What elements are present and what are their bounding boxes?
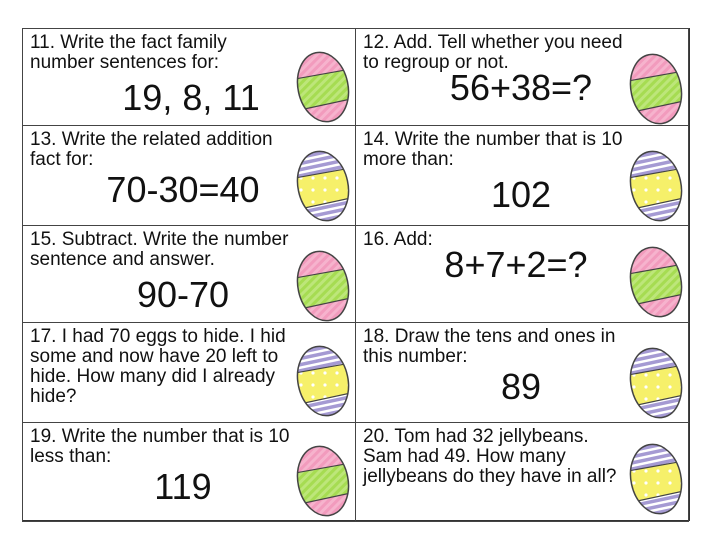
easter-egg-icon (628, 51, 684, 127)
card-prompt-text: Write the fact family number sentences for: (30, 32, 227, 73)
card-problem: 89 (500, 366, 542, 407)
task-card-11 (22, 28, 356, 126)
card-number: 19. (30, 426, 57, 447)
card-number: 14. (363, 129, 390, 150)
card-number: 13. (30, 129, 57, 150)
card-prompt (363, 327, 626, 367)
easter-egg-icon (628, 345, 684, 421)
card-number: 17. (30, 326, 57, 347)
card-prompt-text: Add. Tell whether you need to regroup or not. (363, 32, 623, 73)
easter-egg-icon (295, 443, 351, 519)
card-prompt-text: I had 70 eggs to hide. I hid some and now have 20 left to hide. How many did I already hide? (30, 326, 286, 407)
card-number: 12. (363, 32, 390, 53)
card-prompt-text: Draw the tens and ones in this number: (363, 326, 616, 367)
task-card-19 (22, 422, 356, 522)
card-problem: 119 (154, 466, 212, 507)
easter-egg-icon (295, 49, 351, 125)
card-prompt-text: Write the number that is 10 less than: (30, 426, 290, 467)
card-prompt (363, 130, 626, 170)
card-prompt (30, 130, 293, 170)
task-card-12 (355, 28, 689, 126)
card-prompt-text: Add: (393, 229, 433, 250)
card-number: 15. (30, 229, 57, 250)
card-problem: 19, 8, 11 (122, 77, 260, 118)
card-number: 18. (363, 326, 390, 347)
card-prompt (30, 427, 293, 467)
task-card-18 (355, 322, 689, 423)
card-problem: 90-70 (136, 274, 230, 315)
task-card-15 (22, 225, 356, 323)
card-problem: 8+7+2=? (444, 244, 588, 285)
task-card-16 (355, 225, 689, 323)
card-prompt-text: Write the number that is 10 more than: (363, 129, 623, 170)
easter-egg-icon (295, 248, 351, 324)
task-card-13 (22, 125, 356, 226)
easter-egg-icon (628, 441, 684, 517)
task-card-14 (355, 125, 689, 226)
card-number: 20. (363, 426, 390, 447)
card-prompt (363, 427, 626, 487)
card-prompt-text: Subtract. Write the number sentence and answer. (30, 229, 289, 270)
task-card-20 (355, 422, 689, 522)
easter-egg-icon (295, 148, 351, 224)
task-card-sheet (22, 28, 690, 521)
easter-egg-icon (295, 343, 351, 419)
card-problem: 102 (490, 174, 552, 215)
task-card-17 (22, 322, 356, 423)
card-problem: 56+38=? (449, 67, 593, 108)
card-number: 11. (30, 32, 56, 53)
card-prompt (30, 230, 293, 270)
card-prompt-text: Tom had 32 jellybeans. Sam had 49. How many jellybeans do they have in all? (363, 426, 617, 487)
card-prompt-text: Write the related addition fact for: (30, 129, 273, 170)
easter-egg-icon (628, 148, 684, 224)
card-number: 16. (363, 229, 390, 250)
easter-egg-icon (628, 244, 684, 320)
card-problem: 70-30=40 (106, 169, 260, 210)
card-prompt (30, 33, 293, 73)
card-prompt (30, 327, 293, 407)
